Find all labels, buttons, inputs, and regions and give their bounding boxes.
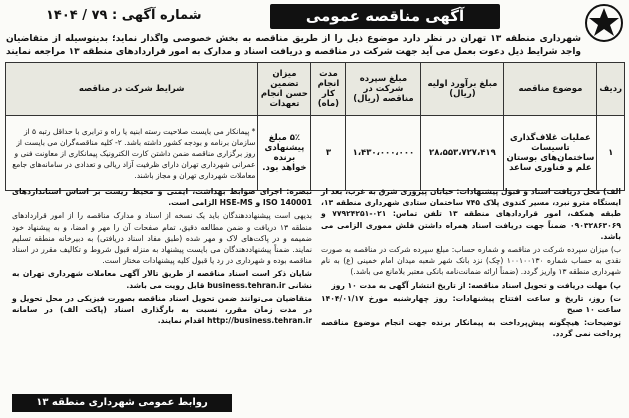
paragraph-notes: توضیحات: هیچگونه پیش‌پرداخت به پیمانکار برنده جهت انجام موضوع مناقصه پرداخت نمی گردد. (321, 318, 621, 339)
row-conditions: * پیمانکار می بایست صلاحیت رسته ابنیه یا راه و ترابری با حداقل رتبه ۵ از سازمان برنامه و بودجه کشور داشته باشد. ۲- کلیه مناقصه‌گران می بایست از روز برگزاری مناقصه ضمن داشتن کارت الکترونیک پیمانکاری از معاونت فنی و عمرانی شهرداری تهران دارای ظرفیت آزاد ریالی و تعدادی در سامانه‌های جامع معاملات شهرداری تهران و مجاز باشند. (6, 116, 258, 191)
right-column (321, 186, 621, 342)
col-guarantee: میزان تضمین حسن انجام تعهدات (258, 63, 311, 116)
ad-intro: شهرداری منطقه ۱۳ تهران در نظر دارد موضوع ذیل را از طریق مناقصه به بخش خصوصی واگذار نماید؛ بدینوسیله از متقاضیان واجد شرایط ذیل دعوت بعمل می آید جهت شرکت در مناقصه و دریافت اسناد و مدارک به امور قراردادهای منطقه ۱۳ مراجعه نمایند (6, 34, 581, 57)
paragraph-upload: متقاضیان می‌توانند ضمن تحویل اسناد مناقصه بصورت فیزیکی در محل تحویل و در مدت زمان مقرر، نسبت به بارگذاری اسناد (پاکت الف) در سامانه http://business.tehran.ir اقدام نمایند. (12, 293, 312, 326)
tender-table (5, 62, 625, 191)
ad-number: شماره آگهی : ۷۹ / ۱۴۰۴ (46, 8, 202, 23)
col-subject: موضوع مناقصه (504, 63, 597, 116)
table-header-row (6, 63, 625, 116)
row-deposit: ۱،۴۳۰،۰۰۰،۰۰۰ (346, 116, 421, 191)
paragraph-deadline: پ) مهلت دریافت و تحویل اسناد مناقصه: از تاریخ انتشار آگهی به مدت ۱۰ روز (331, 280, 621, 290)
paragraph-submission: بدیهی است پیشنهاددهندگان باید یک نسخه از اسناد و مدارک مناقصه را از امور قراردادهای منطقه ۱۳ دریافت و ضمن مطالعه دقیق، تمام صفحات آن را مهر و امضا، و به پیشنهاد خود ضمیمه و در پاکت‌های لاک و مهر شده (طبق مفاد اسناد دریافتی) به دبیرخانه منطقه تسلیم نمایند. ضمناً پیشنهاددهندگان می بایست پیشنهاد به منزله قبول شروط و تکالیف مقرر در اسناد مناقصه بوده و شهرداری در رد یا قبول کلیه پیشنهادات مختار است. (12, 211, 312, 266)
col-duration: مدت انجام کار (ماه) (311, 63, 346, 116)
paragraph-hse: تبصره: اجرای ضوابط بهداشت، ایمنی و محیط زیست بر اساس استانداردهای ISO 140001 و HSE-MS الزامی است. (12, 187, 312, 208)
public-relations-footer: روابط عمومی شهرداری منطقه ۱۳ (12, 394, 232, 412)
paragraph-deposit: ب) میزان سپرده شرکت در مناقصه و شماره حساب: مبلغ سپرده شرکت در مناقصه به صورت نقدی به حساب شماره ۱۰۰۱۰۰۱۳۰ (چک) نزد بانک شهر شعبه میدان امام خمینی (ع) به نام شهرداری منطقه ۱۳ واریز گردد. (ضمناً ارائه ضمانت‌نامه بانکی معتبر بلامانع می باشد.) (321, 245, 621, 277)
table-row (6, 116, 625, 191)
ad-banner-title: آگهی مناقصه عمومی (270, 4, 500, 29)
col-deposit: مبلغ سپرده شرکت در مناقصه (ریال) (346, 63, 421, 116)
paragraph-opening: ت) روز، تاریخ و ساعت افتتاح پیشنهادات: روز چهارشنبه مورخ ۱۴۰۴/۰۱/۱۷ ساعت ۱۰ صبح (321, 293, 621, 315)
left-column (12, 186, 312, 328)
col-index: ردیف (597, 63, 625, 116)
tehran-municipality-logo-icon (583, 2, 625, 44)
row-estimate: ۲۸،۵۵۳،۷۲۷،۴۱۹ (421, 116, 504, 191)
col-conditions: شرایط شرکت در مناقصه (6, 63, 258, 116)
ad-header (0, 2, 629, 32)
col-estimate: مبلغ برآورد اولیه (ریال) (421, 63, 504, 116)
paragraph-portal: شایان ذکر است اسناد مناقصه از طریق تالار آگهی معاملات شهرداری تهران به نشانی business.tehran.ir قابل رویت می باشد. (12, 269, 312, 290)
row-index: ۱ (597, 116, 625, 191)
paragraph-location: الف) محل دریافت اسناد و قبول پیشنهادات: خیابان پیروزی شرق به غرب، بعد از ایستگاه مترو نبرد، مسیر کندوی پلاک ۷۴۵ ساختمان ستادی شهرداری منطقه ۱۳، طبقه همکف، امور قراردادهای منطقه ۱۳ تلفن تماس: ۰۲۱-۷۷۹۲۴۲۵۱ و ۰۹۰۳۲۸۶۳۰۶۹ ضمناً جهت دریافت اسناد همراه داشتن فلش مموری الزامی می باشد. (321, 187, 621, 241)
row-duration: ۳ (311, 116, 346, 191)
row-subject: عملیات غلاف‌گذاری تاسیسات ساختمان‌های بوستان علم و فناوری ساعد (504, 116, 597, 191)
row-guarantee: ۵٪ مبلغ پیشنهادی برنده خواهد بود. (258, 116, 311, 191)
